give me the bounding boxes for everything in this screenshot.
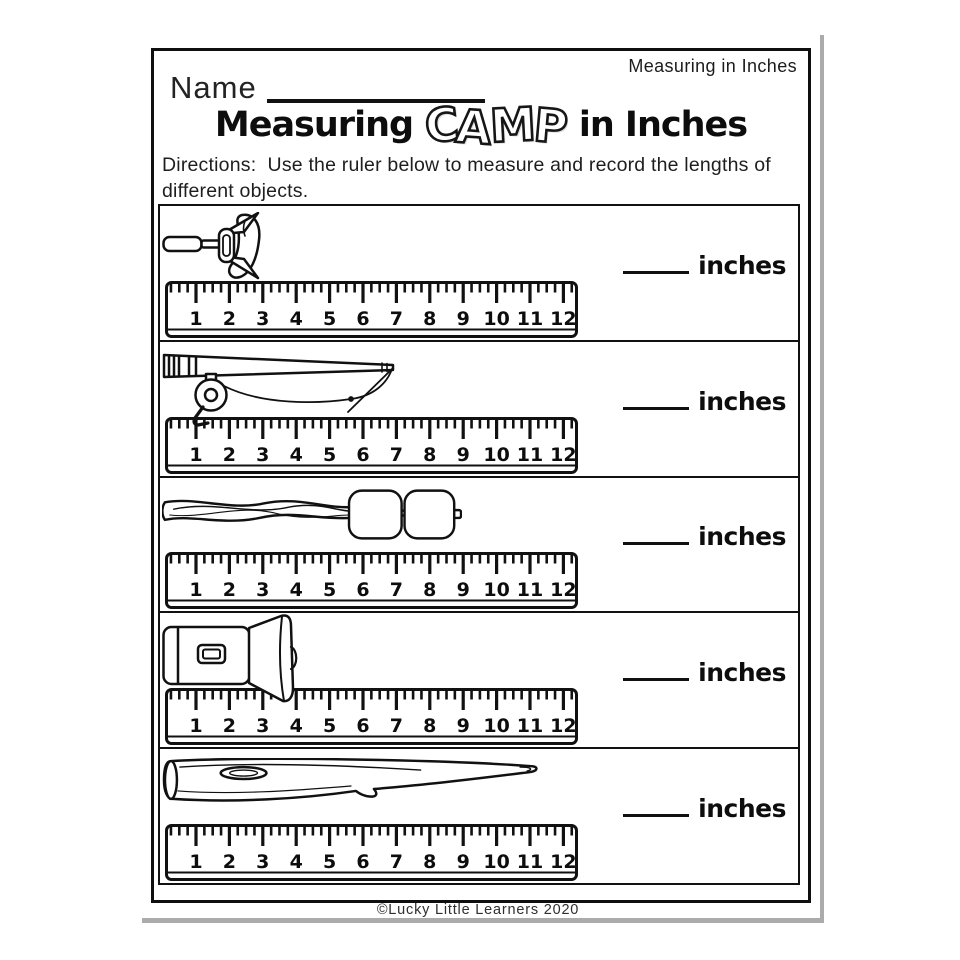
worksheet-border	[151, 48, 811, 903]
answer-blank[interactable]	[623, 810, 689, 817]
svg-text:8: 8	[423, 850, 437, 873]
svg-text:6: 6	[356, 579, 370, 602]
svg-text:9: 9	[456, 579, 470, 602]
svg-text:9: 9	[456, 715, 470, 738]
svg-text:12: 12	[550, 715, 577, 738]
svg-text:8: 8	[423, 579, 437, 602]
svg-text:4: 4	[289, 443, 303, 466]
worksheet-topic-label: Measuring in Inches	[628, 56, 797, 76]
svg-text:3: 3	[256, 715, 270, 738]
svg-text:7: 7	[389, 307, 404, 330]
svg-text:12: 12	[550, 579, 577, 602]
title-suffix: in Inches	[578, 105, 748, 145]
svg-text:1: 1	[189, 850, 203, 873]
svg-text:6: 6	[356, 715, 370, 738]
problems-box	[158, 204, 800, 885]
svg-text:9: 9	[456, 307, 470, 330]
svg-text:12: 12	[550, 850, 577, 873]
svg-text:7: 7	[389, 850, 404, 873]
ruler	[165, 281, 578, 338]
svg-text:6: 6	[356, 850, 370, 873]
wooden-stick-illustration	[162, 758, 544, 804]
unit-label: inches	[698, 658, 786, 688]
svg-text:3: 3	[256, 579, 270, 602]
fishing-pole-illustration	[162, 348, 398, 430]
svg-text:10: 10	[483, 307, 510, 330]
svg-text:1: 1	[189, 307, 203, 330]
answer-area	[623, 658, 786, 688]
svg-text:5: 5	[322, 307, 337, 330]
svg-text:8: 8	[423, 443, 437, 466]
answer-blank[interactable]	[623, 538, 689, 545]
svg-text:1: 1	[189, 443, 203, 466]
svg-text:3: 3	[256, 850, 270, 873]
page-title	[154, 96, 808, 156]
svg-text:11: 11	[516, 443, 544, 466]
svg-text:11: 11	[516, 307, 544, 330]
svg-text:6: 6	[356, 443, 370, 466]
svg-text:10: 10	[483, 443, 510, 466]
measurement-row-4	[160, 611, 798, 747]
directions-line-2: different objects.	[162, 180, 309, 202]
svg-text:8: 8	[423, 715, 437, 738]
answer-area	[623, 522, 786, 552]
worksheet-page	[136, 28, 820, 918]
svg-text:4: 4	[289, 307, 303, 330]
marshmallow-stick-illustration	[162, 487, 462, 543]
flashlight-illustration	[162, 614, 298, 704]
svg-text:5: 5	[322, 579, 337, 602]
svg-text:10: 10	[483, 850, 510, 873]
svg-text:11: 11	[516, 850, 544, 873]
svg-text:11: 11	[516, 579, 544, 602]
svg-text:4: 4	[289, 715, 303, 738]
answer-area	[623, 250, 786, 280]
svg-text:10: 10	[483, 715, 510, 738]
unit-label: inches	[698, 793, 786, 823]
unit-label: inches	[698, 522, 786, 552]
svg-text:10: 10	[483, 579, 510, 602]
title-prefix: Measuring	[214, 105, 414, 145]
svg-text:9: 9	[456, 850, 470, 873]
answer-area	[623, 793, 786, 823]
ruler	[165, 824, 578, 881]
svg-text:4: 4	[289, 850, 303, 873]
hot-dog-roasting-fork-illustration	[162, 212, 262, 280]
svg-text:2: 2	[222, 850, 237, 873]
svg-text:5: 5	[322, 715, 337, 738]
svg-text:8: 8	[423, 307, 437, 330]
copyright-credit: ©Lucky Little Learners 2020	[376, 902, 580, 918]
answer-area	[623, 386, 786, 416]
title-highlight: CAMP	[421, 96, 570, 156]
svg-text:7: 7	[389, 579, 404, 602]
unit-label: inches	[698, 250, 786, 280]
measurement-row-3	[160, 476, 798, 612]
measurement-row-5	[160, 747, 798, 883]
svg-text:9: 9	[456, 443, 470, 466]
svg-text:5: 5	[322, 850, 337, 873]
svg-text:12: 12	[550, 443, 577, 466]
svg-text:3: 3	[256, 307, 270, 330]
svg-text:7: 7	[389, 443, 404, 466]
name-label: Name	[170, 70, 257, 105]
svg-text:2: 2	[222, 715, 237, 738]
unit-label: inches	[698, 386, 786, 416]
svg-text:2: 2	[222, 579, 237, 602]
svg-text:1: 1	[189, 579, 203, 602]
answer-blank[interactable]	[623, 674, 689, 681]
svg-text:2: 2	[222, 307, 237, 330]
svg-text:11: 11	[516, 715, 544, 738]
measurement-row-2	[160, 340, 798, 476]
svg-text:1: 1	[189, 715, 203, 738]
svg-text:4: 4	[289, 579, 303, 602]
directions-line-1: Directions: Use the ruler below to measure and record the lengths of	[162, 154, 771, 176]
measurement-row-1	[160, 206, 798, 340]
svg-text:7: 7	[389, 715, 404, 738]
directions-text	[162, 152, 792, 204]
svg-text:6: 6	[356, 307, 370, 330]
ruler	[165, 552, 578, 609]
svg-text:3: 3	[256, 443, 270, 466]
svg-text:12: 12	[550, 307, 577, 330]
svg-text:2: 2	[222, 443, 237, 466]
answer-blank[interactable]	[623, 267, 689, 274]
answer-blank[interactable]	[623, 403, 689, 410]
svg-text:5: 5	[322, 443, 337, 466]
